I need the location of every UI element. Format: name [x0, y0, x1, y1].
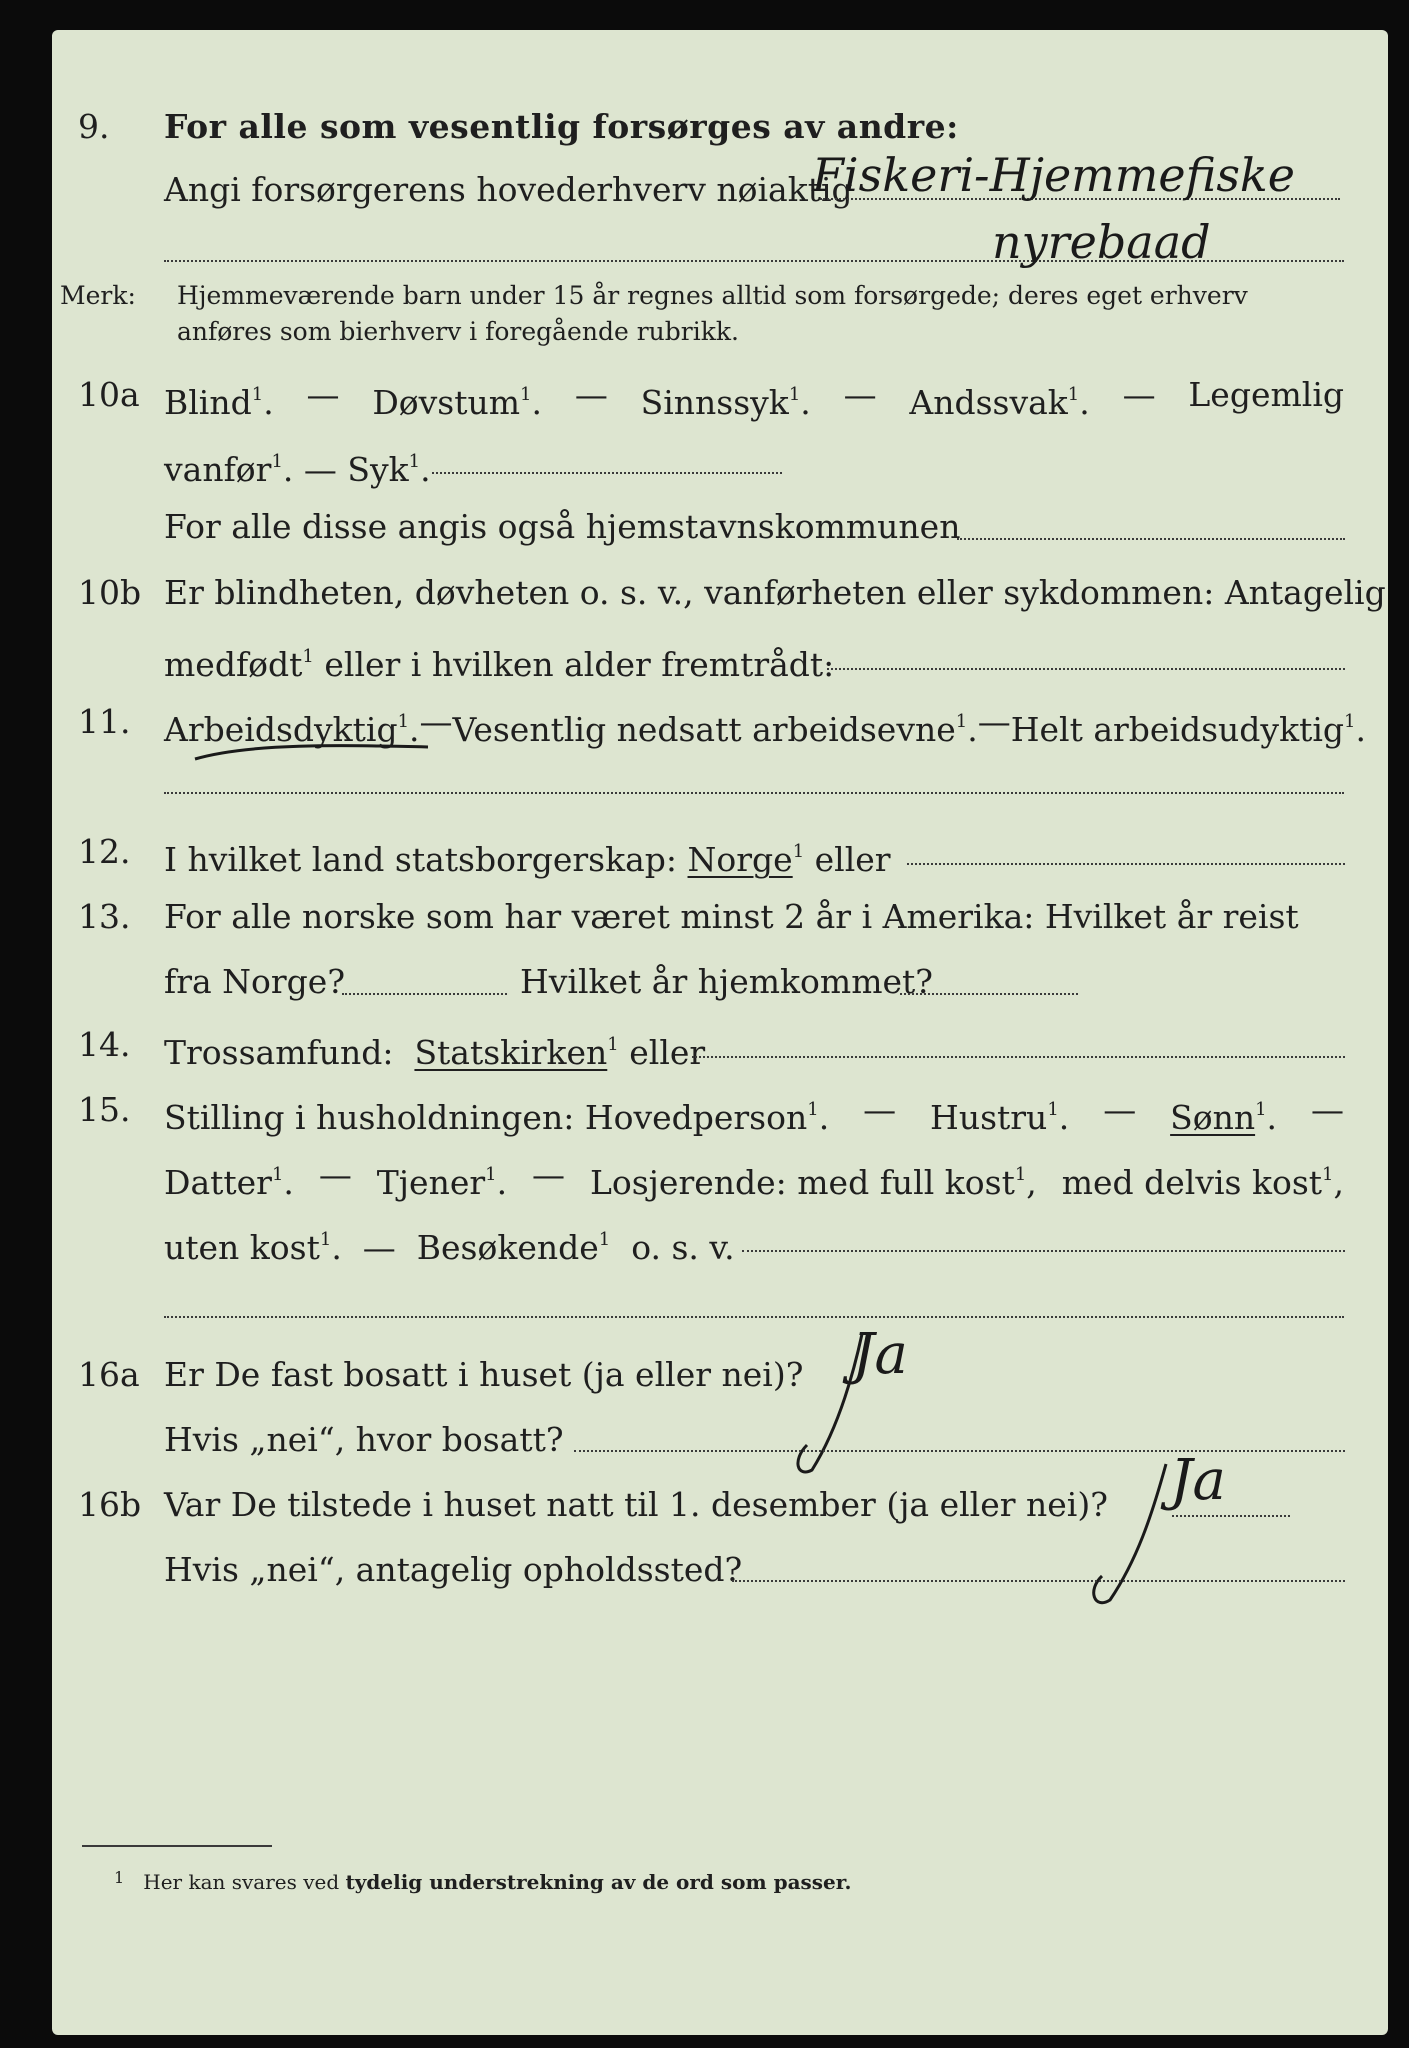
q13-reist-line[interactable] [342, 993, 507, 995]
option-tjener[interactable]: Tjener$^1$. [376, 1163, 508, 1202]
footnote-text-bold: tydelig understrekning av de ord som passer. [345, 1870, 852, 1894]
q12-answer-line[interactable] [907, 863, 1345, 865]
footnote-text: Her kan svares ved [143, 1870, 340, 1894]
q10b-answer-line[interactable] [827, 668, 1345, 670]
merk-label: Merk: [60, 281, 136, 310]
q10b-number: 10b [78, 573, 142, 612]
option-norge[interactable]: Norge [687, 840, 793, 879]
merk-text-2: anføres som bierhverv i foregående rubrikk. [177, 317, 739, 346]
option-dovstum[interactable]: Døvstum$^1$. [372, 383, 542, 422]
q16b-opholdssted: Hvis „nei“, antagelig opholdssted? [164, 1550, 743, 1589]
q10a-options: Blind$^1$. — Døvstum$^1$. — Sinnssyk$^1$. — Andssvak$^1$. — Legemlig [164, 370, 1344, 428]
q14-question: Trossamfund: [164, 1033, 394, 1072]
option-syk[interactable]: Syk$^1$. [347, 450, 431, 489]
q16a-bosatt: Hvis „nei“, hvor bosatt? [164, 1420, 564, 1459]
q9-handwritten-answer-1: Fiskeri-Hjemmefiske [812, 148, 1296, 202]
q9-number: 9. [78, 107, 110, 146]
q14-number: 14. [78, 1025, 131, 1064]
merk-text-1: Hjemmeværende barn under 15 år regnes alltid som forsørgede; deres eget erhverv [177, 281, 1248, 310]
option-blind[interactable]: Blind$^1$. [164, 383, 274, 422]
q10a-hjemstavn: For alle disse angis også hjemstavnskommunen [164, 507, 961, 546]
option-andssvak[interactable]: Andssvak$^1$. [909, 383, 1090, 422]
q14-answer-line[interactable] [692, 1056, 1345, 1058]
q12-eller: eller [814, 840, 891, 879]
q13-reist: fra Norge? [164, 962, 346, 1001]
footnote-mark: 1 [114, 1868, 125, 1887]
option-nedsatt-arbeidsevne[interactable]: Vesentlig nedsatt arbeidsevne$^1$. [452, 710, 978, 749]
option-delvis-kost[interactable]: med delvis kost$^1$, [1061, 1163, 1344, 1202]
q10b-alder: eller i hvilken alder fremtrådt: [324, 645, 835, 684]
q10a-syk-line[interactable] [432, 472, 782, 474]
option-medfodt[interactable]: medfødt [164, 645, 303, 684]
q13-number: 13. [78, 897, 131, 936]
q9-question: For alle som vesentlig forsørges av andre: [164, 107, 959, 146]
option-arbeidsudyktig[interactable]: Helt arbeidsudyktig$^1$. [1010, 710, 1366, 749]
q16b-answer-line[interactable] [1172, 1515, 1290, 1517]
q16a-answer-line[interactable] [574, 1450, 1345, 1452]
q10b-question: Er blindheten, døvheten o. s. v., vanførheten eller sykdommen: Antagelig [164, 573, 1386, 612]
option-sonn[interactable]: Sønn$^1$. [1170, 1098, 1278, 1137]
q16a-number: 16a [78, 1355, 140, 1394]
q12-number: 12. [78, 832, 131, 871]
q10a-options-2: vanfør$^1$. — Syk$^1$. [164, 450, 431, 489]
option-hustru[interactable]: Hustru$^1$. [930, 1098, 1070, 1137]
census-form-page: 9. For alle som vesentlig forsørges av andre: Angi forsørgerens hovederhverv nøiaktig Fiskeri-Hjemmefiske nyrebaad Merk: Hjemmeværende barn under 15 år regnes alltid som forsørgede; deres eget erhverv anføres som bierhverv i foregående rubrikk. 10a Blind$^1$. — Døvstum$^1$. — Sinnssyk$^1$. — Andssvak$^1$. — Legemlig vanfør$^1$. — Syk$^1$. For alle disse angis også hjemstavnskommunen 10b Er blindheten, døvheten o. s. v., vanførheten eller sykdommen: Antagelig medfødt$^1$ eller i hvilken alder fremtrådt: 11. Arbeidsdyktig$^1$. — Vesentlig nedsatt arbeidsevne$^1$. — Helt arbeidsudyktig$^1$. 12. I hvilket land statsborgerskap: Norge$^1$ eller 13. For alle norske som har været minst 2 år i Amerika: Hvilket år reist fra Norge? Hvilket år hjemkommet? 14. Trossamfund: Statskirken$^1$ eller 15. Stilling i husholdningen: Hovedperson$^1$. — Hustru$^1$. — Sønn$^1$. — Datter$^1$. — Tjener$^1$. — Losjerende: med full kost$^1$, med delvis kost$^1$, uten kost$^1$. — Besøkende$^1$ o. s. v. 16a Er De fast bosatt i huset (ja eller nei)? Ja Hvis „nei“, hvor bosatt? 16b Var De tilstede i huset natt til 1. desember (ja eller nei)? Ja Hvis „nei“, antagelig opholdssted? $^1$ Her kan svares ved tydelig understrekning av de ord som passer. [52, 30, 1388, 2035]
option-datter[interactable]: Datter$^1$. [164, 1163, 294, 1202]
q9-handwritten-answer-2: nyrebaad [992, 215, 1211, 269]
q15-answer-line-2[interactable] [164, 1316, 1344, 1318]
q16a-answer-stroke [792, 1330, 872, 1480]
q16b-opholdssted-line[interactable] [732, 1580, 1345, 1582]
option-uten-kost[interactable]: uten kost$^1$. [164, 1228, 342, 1267]
q16a-handwritten-answer: Ja [852, 1322, 908, 1387]
option-sinnssyk[interactable]: Sinnssyk$^1$. [640, 383, 811, 422]
q13-hjemkommet-line[interactable] [900, 993, 1078, 995]
option-full-kost[interactable]: Losjerende: med full kost$^1$, [589, 1163, 1037, 1202]
q11-number: 11. [78, 702, 131, 741]
q10a-hjemstavn-line[interactable] [957, 538, 1345, 540]
q13-hjemkommet: Hvilket år hjemkommet? [520, 962, 933, 1001]
option-arbeidsdyktig[interactable]: Arbeidsdyktig$^1$. [164, 710, 420, 749]
q16a-question: Er De fast bosatt i huset (ja eller nei)? [164, 1355, 804, 1394]
q11-answer-line[interactable] [164, 792, 1344, 794]
q16b-handwritten-answer: Ja [1170, 1448, 1226, 1513]
option-besokende[interactable]: Besøkende$^1$ [416, 1228, 611, 1267]
q15-osv: o. s. v. [631, 1228, 735, 1267]
footnote-rule [82, 1845, 272, 1847]
arbeidsdyktig-underline-mark [190, 735, 430, 765]
q13-question: For alle norske som har været minst 2 år i Amerika: Hvilket år reist [164, 897, 1299, 936]
q16b-answer-stroke [1082, 1460, 1172, 1610]
q15-answer-line[interactable] [742, 1250, 1345, 1252]
q15-number: 15. [78, 1090, 131, 1129]
option-hovedperson[interactable]: Stilling i husholdningen: Hovedperson$^1$. [164, 1098, 830, 1137]
q14-eller: eller [629, 1033, 706, 1072]
footnote [114, 1863, 851, 1897]
q12-question: I hvilket land statsborgerskap: [164, 840, 678, 879]
q16b-number: 16b [78, 1485, 142, 1524]
option-statskirken[interactable]: Statskirken [414, 1033, 608, 1072]
option-legemlig[interactable]: Legemlig [1188, 375, 1344, 414]
q10a-number: 10a [78, 375, 140, 414]
q16b-question: Var De tilstede i huset natt til 1. desember (ja eller nei)? [164, 1485, 1108, 1524]
q9-instruction: Angi forsørgerens hovederhverv nøiaktig [164, 170, 853, 209]
option-vanfor[interactable]: vanfør$^1$. [164, 450, 294, 489]
